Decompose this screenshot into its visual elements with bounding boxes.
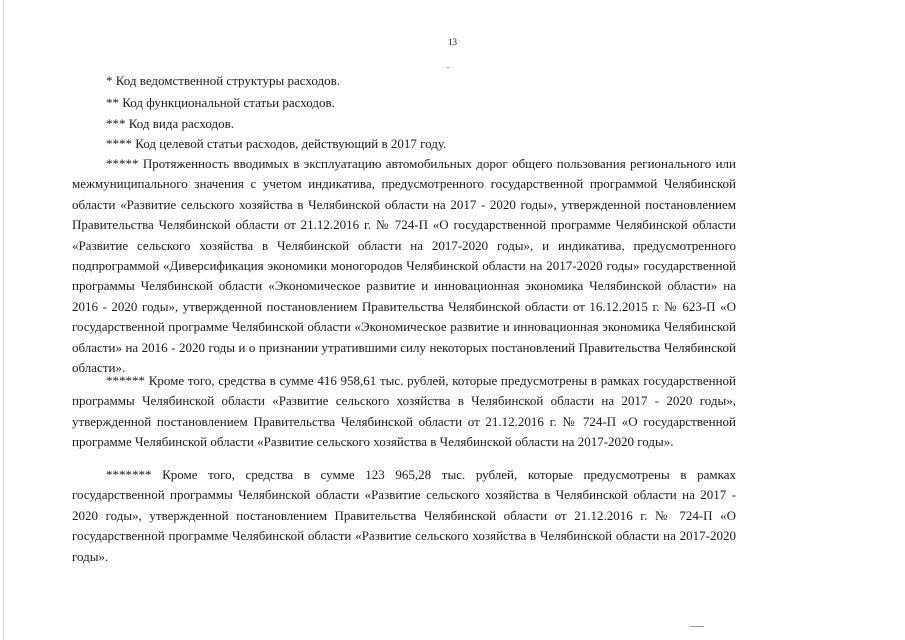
footnote-5-paragraph: ***** Протяженность вводимых в эксплуатацию автомобильных дорог общего пользования регионального или межмуниципального значения с учетом индикатива, предусмотренного государственной программой Челябинской области «Развитие сельского хозяйства в Челябинской области на 2017 - 2020 годы», утвержденной постановлением Правительства Челябинской области от 21.12.2016 г. № 724-П «О государственной программе Челябинской области «Развитие сельского хозяйства в Челябинской области на 2017-2020 годы», и индикатива, предусмотренного подпрограммой «Диверсификация экономики моногородов Челябинской области на 2017-2020 годы» государственной программы Челябинской области «Экономическое развитие и инновационная экономика Челябинской области» на 2016 - 2020 годы», утвержденной постановлением Правительства Челябинской области от 16.12.2015 г. № 623-П «О государственной программе Челябинской области «Экономическое развитие и инновационная экономика Челябинской области» на 2016 - 2020 годы и о признании утратившими силу некоторых постановлений Правительства Челябинской области». [72, 156, 736, 376]
footnote-1 [72, 71, 736, 91]
page-number: 13 [448, 37, 457, 47]
scan-speck [690, 626, 704, 627]
footnote-text: *** Код вида расходов. [106, 116, 234, 131]
footnote-6-paragraph: ****** Кроме того, средства в сумме 416 958,61 тыс. рублей, которые предусмотрены в рамках государственной программы Челябинской области «Развитие сельского хозяйства в Челябинской области на 2017 - 2020 годы», утвержденной постановлением Правительства Челябинской области от 21.12.2016 г. № 724-П «О государственной программе Челябинской области «Развитие сельского хозяйства в Челябинской области на 2017-2020 годы». [72, 373, 736, 450]
scan-speck [447, 67, 449, 68]
footnote-2 [72, 93, 736, 113]
footnote-7-paragraph: ******* Кроме того, средства в сумме 123 965,28 тыс. рублей, которые предусмотрены в рамках государственной программы Челябинской области «Развитие сельского хозяйства в Челябинской области на 2017 - 2020 годы», утвержденной постановлением Правительства Челябинской области от 21.12.2016 г. № 724-П «О государственной программе Челябинской области «Развитие сельского хозяйства в Челябинской области на 2017-2020 годы». [72, 467, 736, 564]
footnote-text: **** Код целевой статьи расходов, действующий в 2017 году. [106, 136, 447, 151]
footnote-text: ** Код функциональной статьи расходов. [106, 95, 335, 110]
footnote-text: * Код ведомственной структуры расходов. [106, 73, 340, 88]
footnote-3 [72, 114, 736, 134]
footnote-4 [72, 134, 736, 154]
scan-edge-line [3, 0, 4, 640]
